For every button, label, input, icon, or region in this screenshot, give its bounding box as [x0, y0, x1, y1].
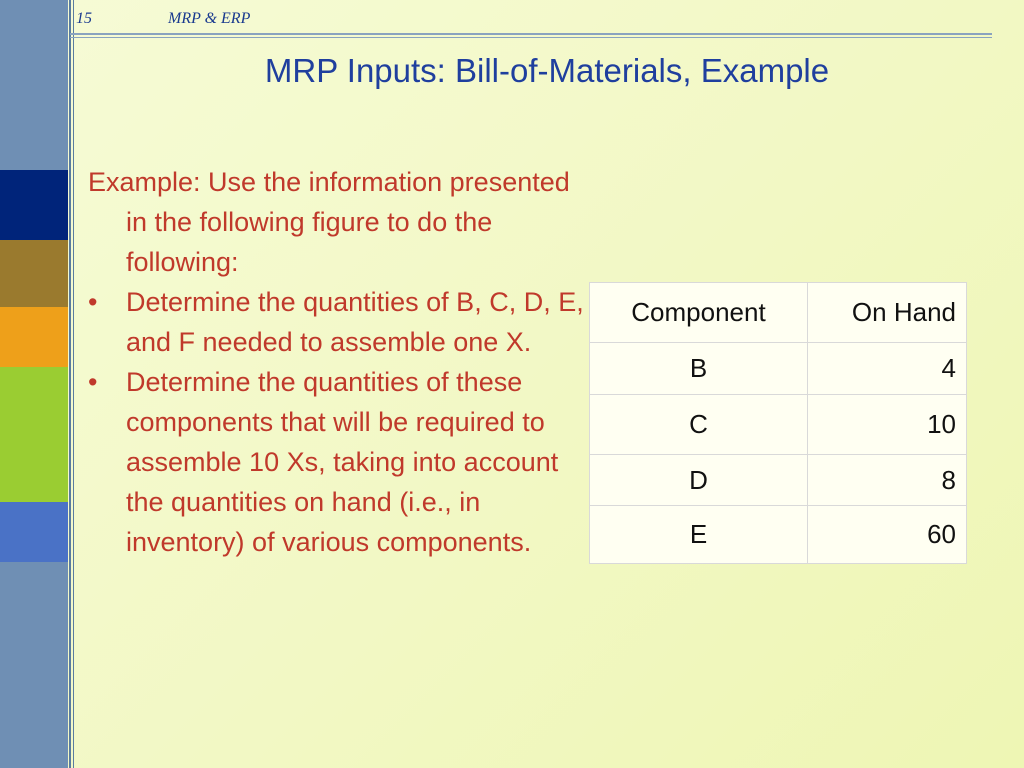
header-title: MRP & ERP — [168, 10, 251, 27]
component-cell: D — [590, 455, 808, 506]
bullet-text: Determine the quantities of B, C, D, E, and F needed to assemble one X. — [126, 287, 584, 357]
body-text — [88, 162, 588, 562]
sidebar-block-orange — [0, 307, 68, 367]
sidebar-block-olive — [0, 240, 68, 307]
table-row — [590, 506, 967, 564]
page-title: MRP Inputs: Bill-of-Materials, Example — [264, 52, 830, 89]
on-hand-cell: 8 — [808, 455, 967, 506]
sidebar-block-green — [0, 367, 68, 502]
vertical-divider — [73, 0, 74, 768]
component-cell: B — [590, 343, 808, 395]
on-hand-table — [589, 282, 967, 564]
bullet-icon: • — [88, 287, 98, 317]
column-header-on-hand: On Hand — [808, 283, 967, 343]
bullet-item — [88, 282, 588, 362]
on-hand-cell: 60 — [808, 506, 967, 564]
vertical-divider — [69, 0, 71, 768]
column-header-component: Component — [590, 283, 808, 343]
bullet-item — [88, 362, 588, 562]
sidebar-block-navy — [0, 170, 68, 240]
table-row — [590, 455, 967, 506]
bullet-text: Determine the quantities of these components that will be required to assemble 10 Xs, taking into account the quantities on hand (i.e., in inventory) of various components. — [126, 367, 559, 557]
header-rule — [70, 37, 992, 38]
slide-number: 15 — [76, 10, 92, 27]
sidebar-block-blue — [0, 502, 68, 562]
bullet-icon: • — [88, 367, 98, 397]
component-cell: C — [590, 395, 808, 455]
intro-paragraph: Example: Use the information presented in the following figure to do the following: — [88, 167, 570, 277]
on-hand-cell: 4 — [808, 343, 967, 395]
table-header-row — [590, 283, 967, 343]
table-row — [590, 395, 967, 455]
component-cell: E — [590, 506, 808, 564]
on-hand-cell: 10 — [808, 395, 967, 455]
header-rule — [70, 33, 992, 35]
sidebar-decoration — [0, 0, 68, 768]
table-row — [590, 343, 967, 395]
